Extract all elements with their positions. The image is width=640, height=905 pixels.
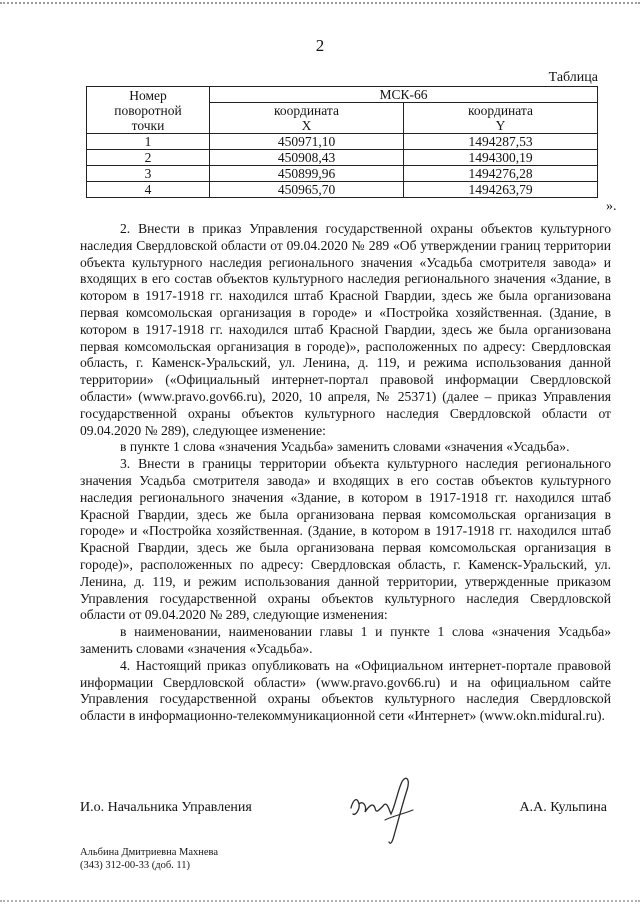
- paragraph-2-change: в пункте 1 слова «значения Усадьба» заменить словами «значения «Усадьба».: [120, 439, 570, 455]
- cell-point: 4: [87, 182, 210, 198]
- header-point-number: Номер поворотной точки: [87, 87, 210, 134]
- cell-point: 2: [87, 150, 210, 166]
- cell-point: 3: [87, 166, 210, 182]
- paragraph-3-change: в наименовании, наименовании главы 1 и пункте 1 слова «значения Усадьба» заменить словами «значения «Усадьба».: [80, 624, 611, 656]
- header-x: координата X: [210, 103, 404, 134]
- cell-x: 450908,43: [210, 150, 404, 166]
- table-closing-quote: ».: [606, 199, 617, 214]
- executor-phone: (343) 312-00-33 (доб. 11): [80, 860, 191, 871]
- scan-edge-bottom: [0, 900, 640, 902]
- paragraph-3: 3. Внести в границы территории объекта культурного наследия регионального значения Усадьба смотрителя завода» и входящих в его состав объектов культурного наследия регионального значения «Здание, в котором в 1917-1918 гг. находился штаб Красной Гвардии, здесь же была организована первая комсомольская организация в городе» и «Постройка хозяйственная. (Здание, в котором в 1917-1918 гг. находился штаб Красной Гвардии, здесь же была организована первая комсомольская организация в городе)», расположенных по адресу: Свердловская область, г. Каменск-Уральский, ул. Ленина, д. 119, и режим использования данной территории, утвержденные приказом Управления государственной охраны объектов культурного наследия Свердловской области от 09.04.2020 № 289, следующие изменения:: [80, 456, 611, 623]
- paragraph-4: 4. Настоящий приказ опубликовать на «Официальном интернет-портале правовой информации Свердловской области» (www.pravo.gov66.ru) и на официальном сайте Управления государственной охраны объектов культурного наследия Свердловской области в информационно-телекоммуникационной сети «Интернет» (www.okn.midural.ru).: [80, 657, 611, 724]
- scan-edge-top: [0, 2, 640, 4]
- cell-y: 1494276,28: [404, 166, 598, 182]
- executor-name: Альбина Дмитриевна Махнева: [80, 847, 219, 858]
- cell-x: 450965,70: [210, 182, 404, 198]
- coordinates-table: [86, 86, 598, 198]
- signatory-title: И.о. Начальника Управления: [80, 800, 252, 815]
- cell-x: 450971,10: [210, 134, 404, 150]
- signatory-name: А.А. Кульпина: [519, 800, 607, 815]
- cell-x: 450899,96: [210, 166, 404, 182]
- cell-y: 1494300,19: [404, 150, 598, 166]
- cell-point: 1: [87, 134, 210, 150]
- cell-y: 1494263,79: [404, 182, 598, 198]
- table-row: [87, 134, 598, 150]
- table-label: Таблица: [548, 70, 598, 85]
- table-row: [87, 166, 598, 182]
- table-row: [87, 182, 598, 198]
- paragraph-2: 2. Внести в приказ Управления государственной охраны объектов культурного наследия Свердловской области от 09.04.2020 № 289 «Об утверждении границ территории объекта культурного наследия регионального значения «Усадьба смотрителя завода» и входящих в его состав объектов культурного наследия регионального значения «Здание, в котором в 1917-1918 гг. находился штаб Красной Гвардии, здесь же была организована первая комсомольская организация в городе» и «Постройка хозяйственная. (Здание, в котором в 1917-1918 гг. находился штаб Красной Гвардии, здесь же была организована первая комсомольская организация в городе)», расположенных по адресу: Свердловская область, г. Каменск-Уральский, ул. Ленина, д. 119, и режима использования данной территории» («Официальный интернет-портал правовой информации Свердловской области» (www.pravo.gov66.ru), 2020, 10 апреля, № 25371) (далее – приказ Управления государственной охраны объектов культурного наследия Свердловской области от 09.04.2020 № 289), следующее изменение:: [80, 221, 611, 438]
- header-y: координата Y: [404, 103, 598, 134]
- page-number: 2: [315, 36, 325, 55]
- document-body: [80, 221, 611, 725]
- handwritten-signature: [345, 770, 420, 850]
- table-row: [87, 150, 598, 166]
- cell-y: 1494287,53: [404, 134, 598, 150]
- header-coordinate-system: МСК-66: [210, 87, 598, 103]
